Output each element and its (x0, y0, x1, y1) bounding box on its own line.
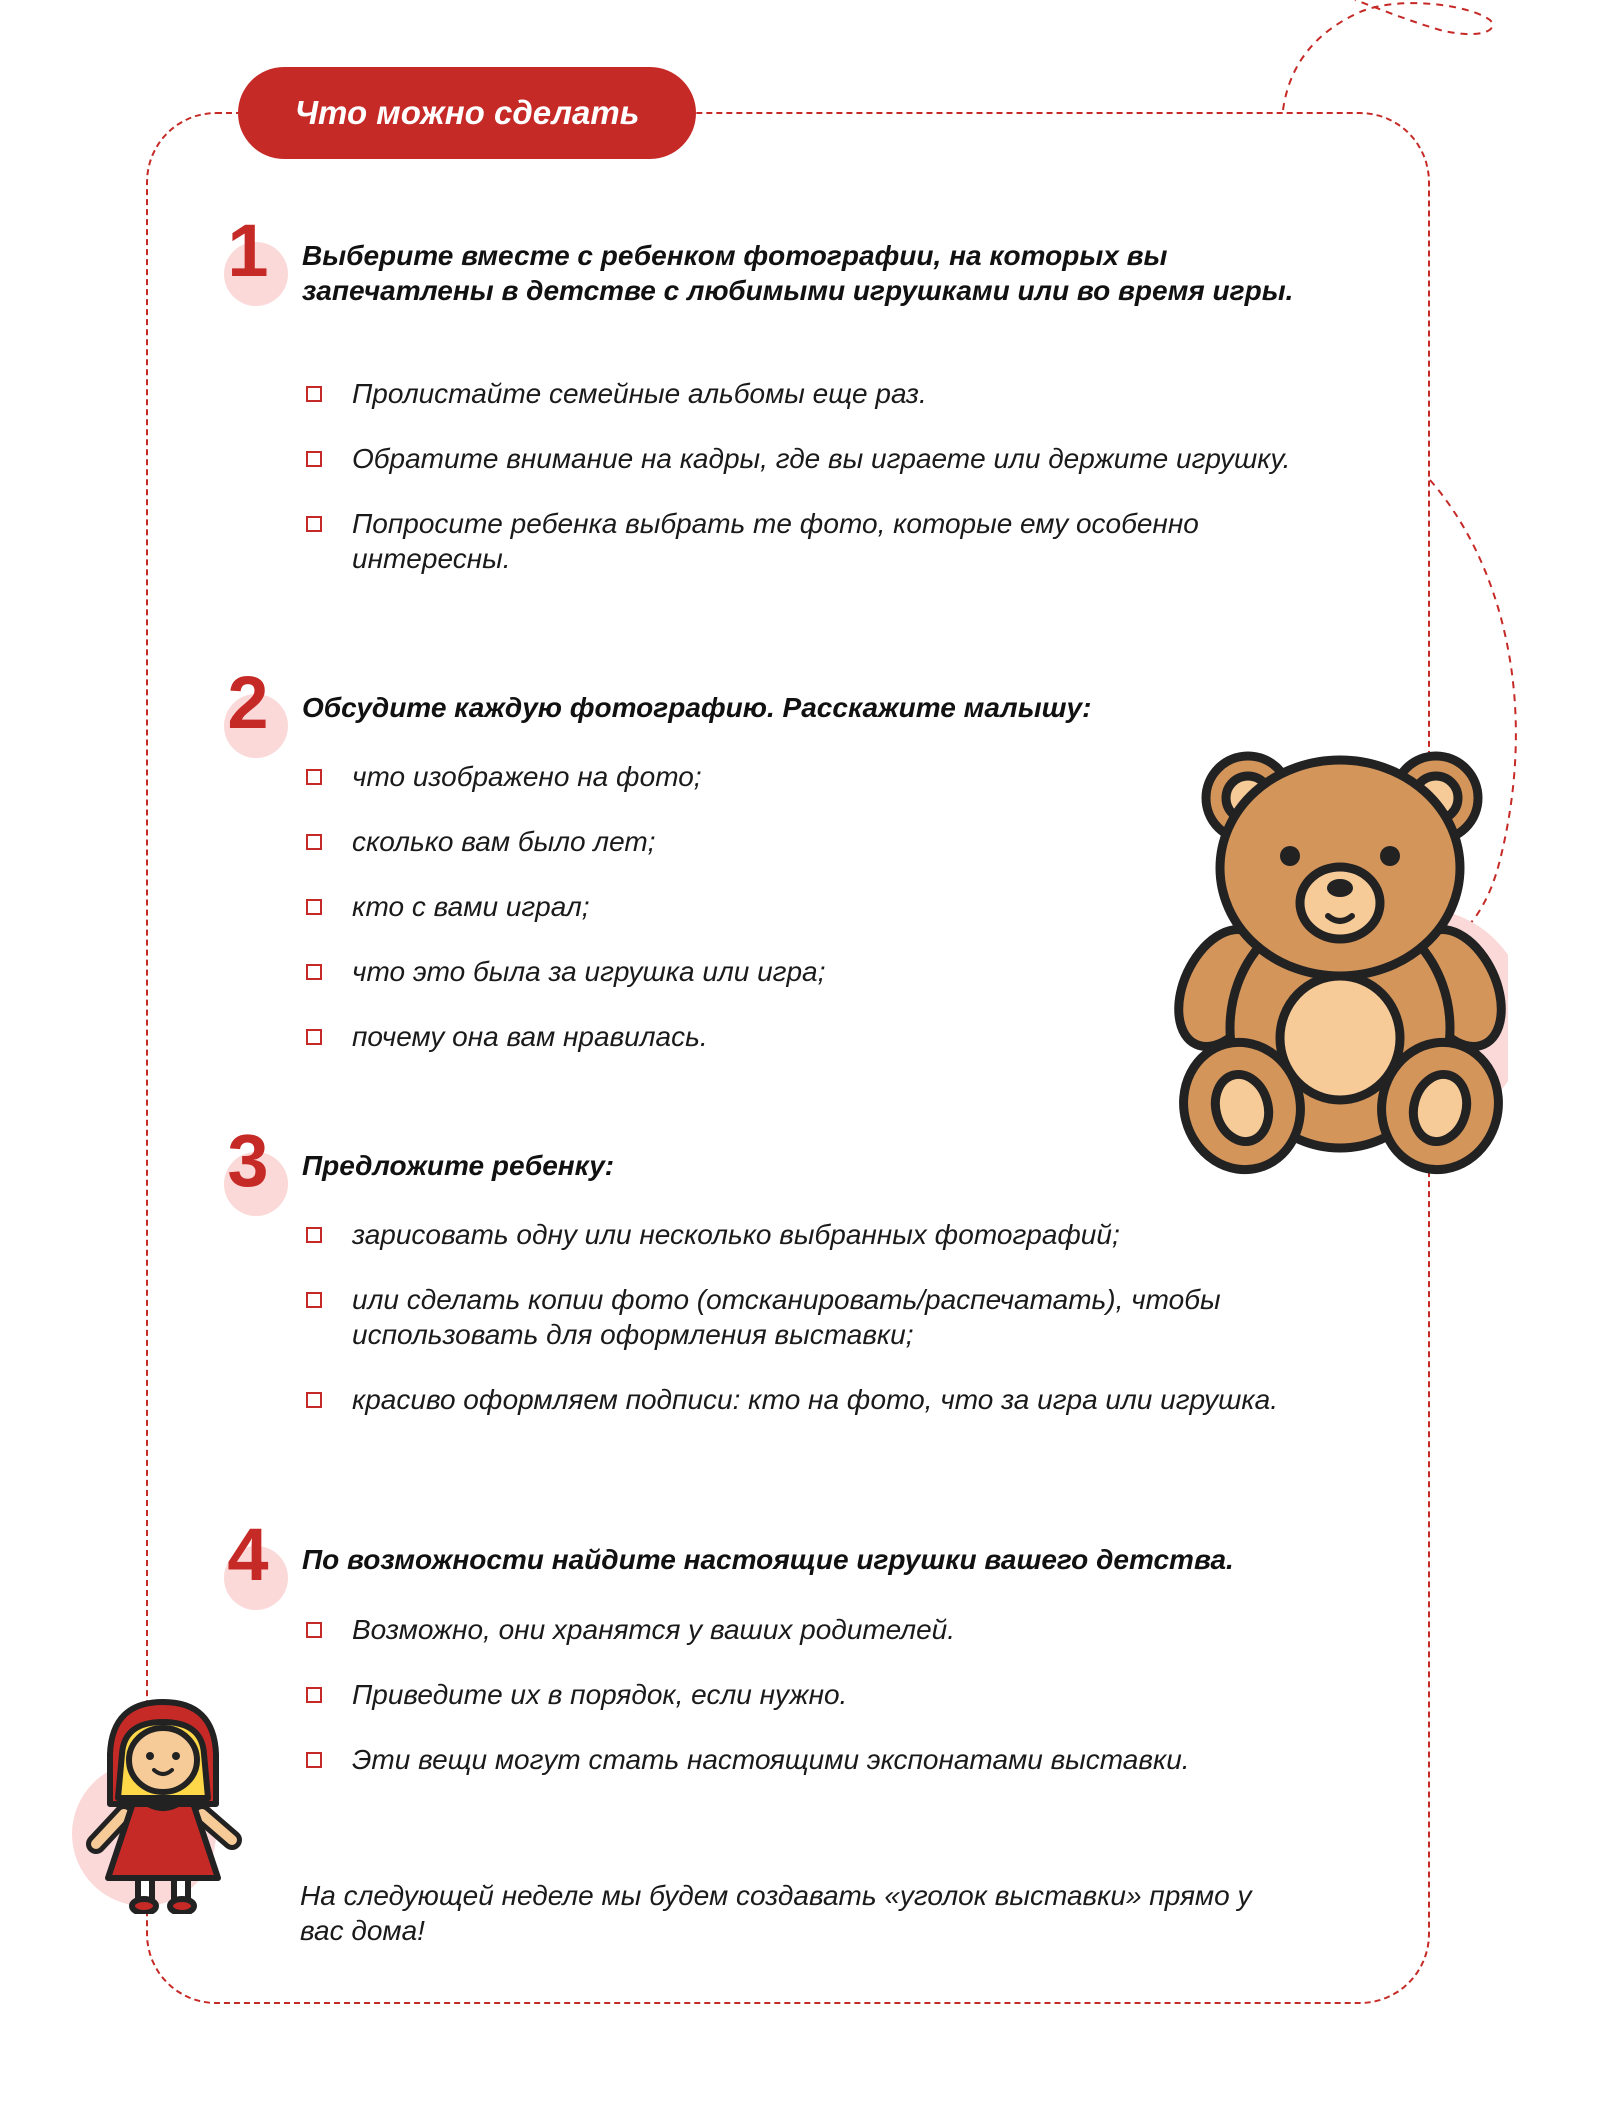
step-title: Обсудите каждую фотографию. Расскажите малышу: (302, 692, 1092, 723)
step-checklist (306, 1612, 1316, 1807)
checklist-item (306, 1677, 1316, 1712)
checkbox[interactable] (306, 386, 322, 402)
step-number: 2 (227, 661, 269, 744)
checklist-item-text: почему она вам нравилась. (352, 1021, 708, 1052)
step-number: 3 (227, 1119, 269, 1202)
footer-note: На следующей неделе мы будем создавать «уголок выставки» прямо у вас дома! (300, 1880, 1252, 1946)
checkbox[interactable] (306, 1029, 322, 1045)
checklist-item-text: Приведите их в порядок, если нужно. (352, 1679, 848, 1710)
step-1 (214, 209, 1324, 628)
checklist-item (306, 1382, 1316, 1417)
checkbox[interactable] (306, 1752, 322, 1768)
step-3 (214, 1119, 1324, 1518)
step-number: 4 (227, 1513, 269, 1596)
checkbox[interactable] (306, 834, 322, 850)
checklist-item-text: или сделать копии фото (отсканировать/распечатать), чтобы использовать для оформления выставки; (352, 1284, 1221, 1350)
checklist-item-text: Пролистайте семейные альбомы еще раз. (352, 378, 927, 409)
step-checklist (306, 759, 1316, 1084)
step-number-badge (214, 1119, 294, 1218)
page-title: Что можно сделать (294, 94, 640, 131)
checkbox[interactable] (306, 516, 322, 532)
checklist-item (306, 1742, 1316, 1777)
doll-icon (72, 1694, 272, 1914)
checklist-item-text: Возможно, они хранятся у ваших родителей. (352, 1614, 955, 1645)
checkbox[interactable] (306, 1292, 322, 1308)
checklist-item-text: красиво оформляем подписи: кто на фото, что за игра или игрушка. (352, 1384, 1278, 1415)
checklist-item (306, 1612, 1316, 1647)
checklist-item (306, 376, 1316, 411)
step-checklist (306, 376, 1316, 606)
checklist-item (306, 1217, 1316, 1252)
step-number-badge (214, 1513, 294, 1612)
checklist-item-text: что изображено на фото; (352, 761, 702, 792)
checkbox[interactable] (306, 1687, 322, 1703)
step-checklist (306, 1217, 1316, 1447)
step-number-badge (214, 661, 294, 760)
checkbox[interactable] (306, 1392, 322, 1408)
checkbox[interactable] (306, 1227, 322, 1243)
checkbox[interactable] (306, 769, 322, 785)
checklist-item-text: зарисовать одну или несколько выбранных фотографий; (352, 1219, 1120, 1250)
step-title: По возможности найдите настоящие игрушки вашего детства. (302, 1544, 1234, 1575)
checklist-item (306, 954, 1316, 989)
checklist-item-text: Эти вещи могут стать настоящими экспонатами выставки. (352, 1744, 1190, 1775)
checkbox[interactable] (306, 899, 322, 915)
checklist-item-text: сколько вам было лет; (352, 826, 656, 857)
step-number-badge (214, 209, 294, 308)
step-title: Выберите вместе с ребенком фотографии, на которых вы запечатлены в детстве с любимыми игрушками или во время игры. (302, 240, 1294, 306)
checklist-item-text: что это была за игрушка или игра; (352, 956, 826, 987)
checklist-item (306, 506, 1316, 576)
checklist-item (306, 759, 1316, 794)
checklist-item (306, 441, 1316, 476)
step-4 (214, 1513, 1324, 1832)
checklist-item (306, 1282, 1316, 1352)
teddy-bear-icon (1168, 738, 1508, 1178)
checkbox[interactable] (306, 1622, 322, 1638)
checklist-item (306, 824, 1316, 859)
checklist-item (306, 889, 1316, 924)
step-2 (214, 661, 1324, 1080)
checkbox[interactable] (306, 451, 322, 467)
checkbox[interactable] (306, 964, 322, 980)
step-title: Предложите ребенку: (302, 1150, 615, 1181)
checklist-item-text: кто с вами играл; (352, 891, 590, 922)
checklist-item-text: Попросите ребенка выбрать те фото, которые ему особенно интересны. (352, 508, 1199, 574)
header-pill (238, 67, 696, 159)
step-number: 1 (227, 209, 269, 292)
checklist-item-text: Обратите внимание на кадры, где вы играете или держите игрушку. (352, 443, 1291, 474)
checklist-item (306, 1019, 1316, 1054)
